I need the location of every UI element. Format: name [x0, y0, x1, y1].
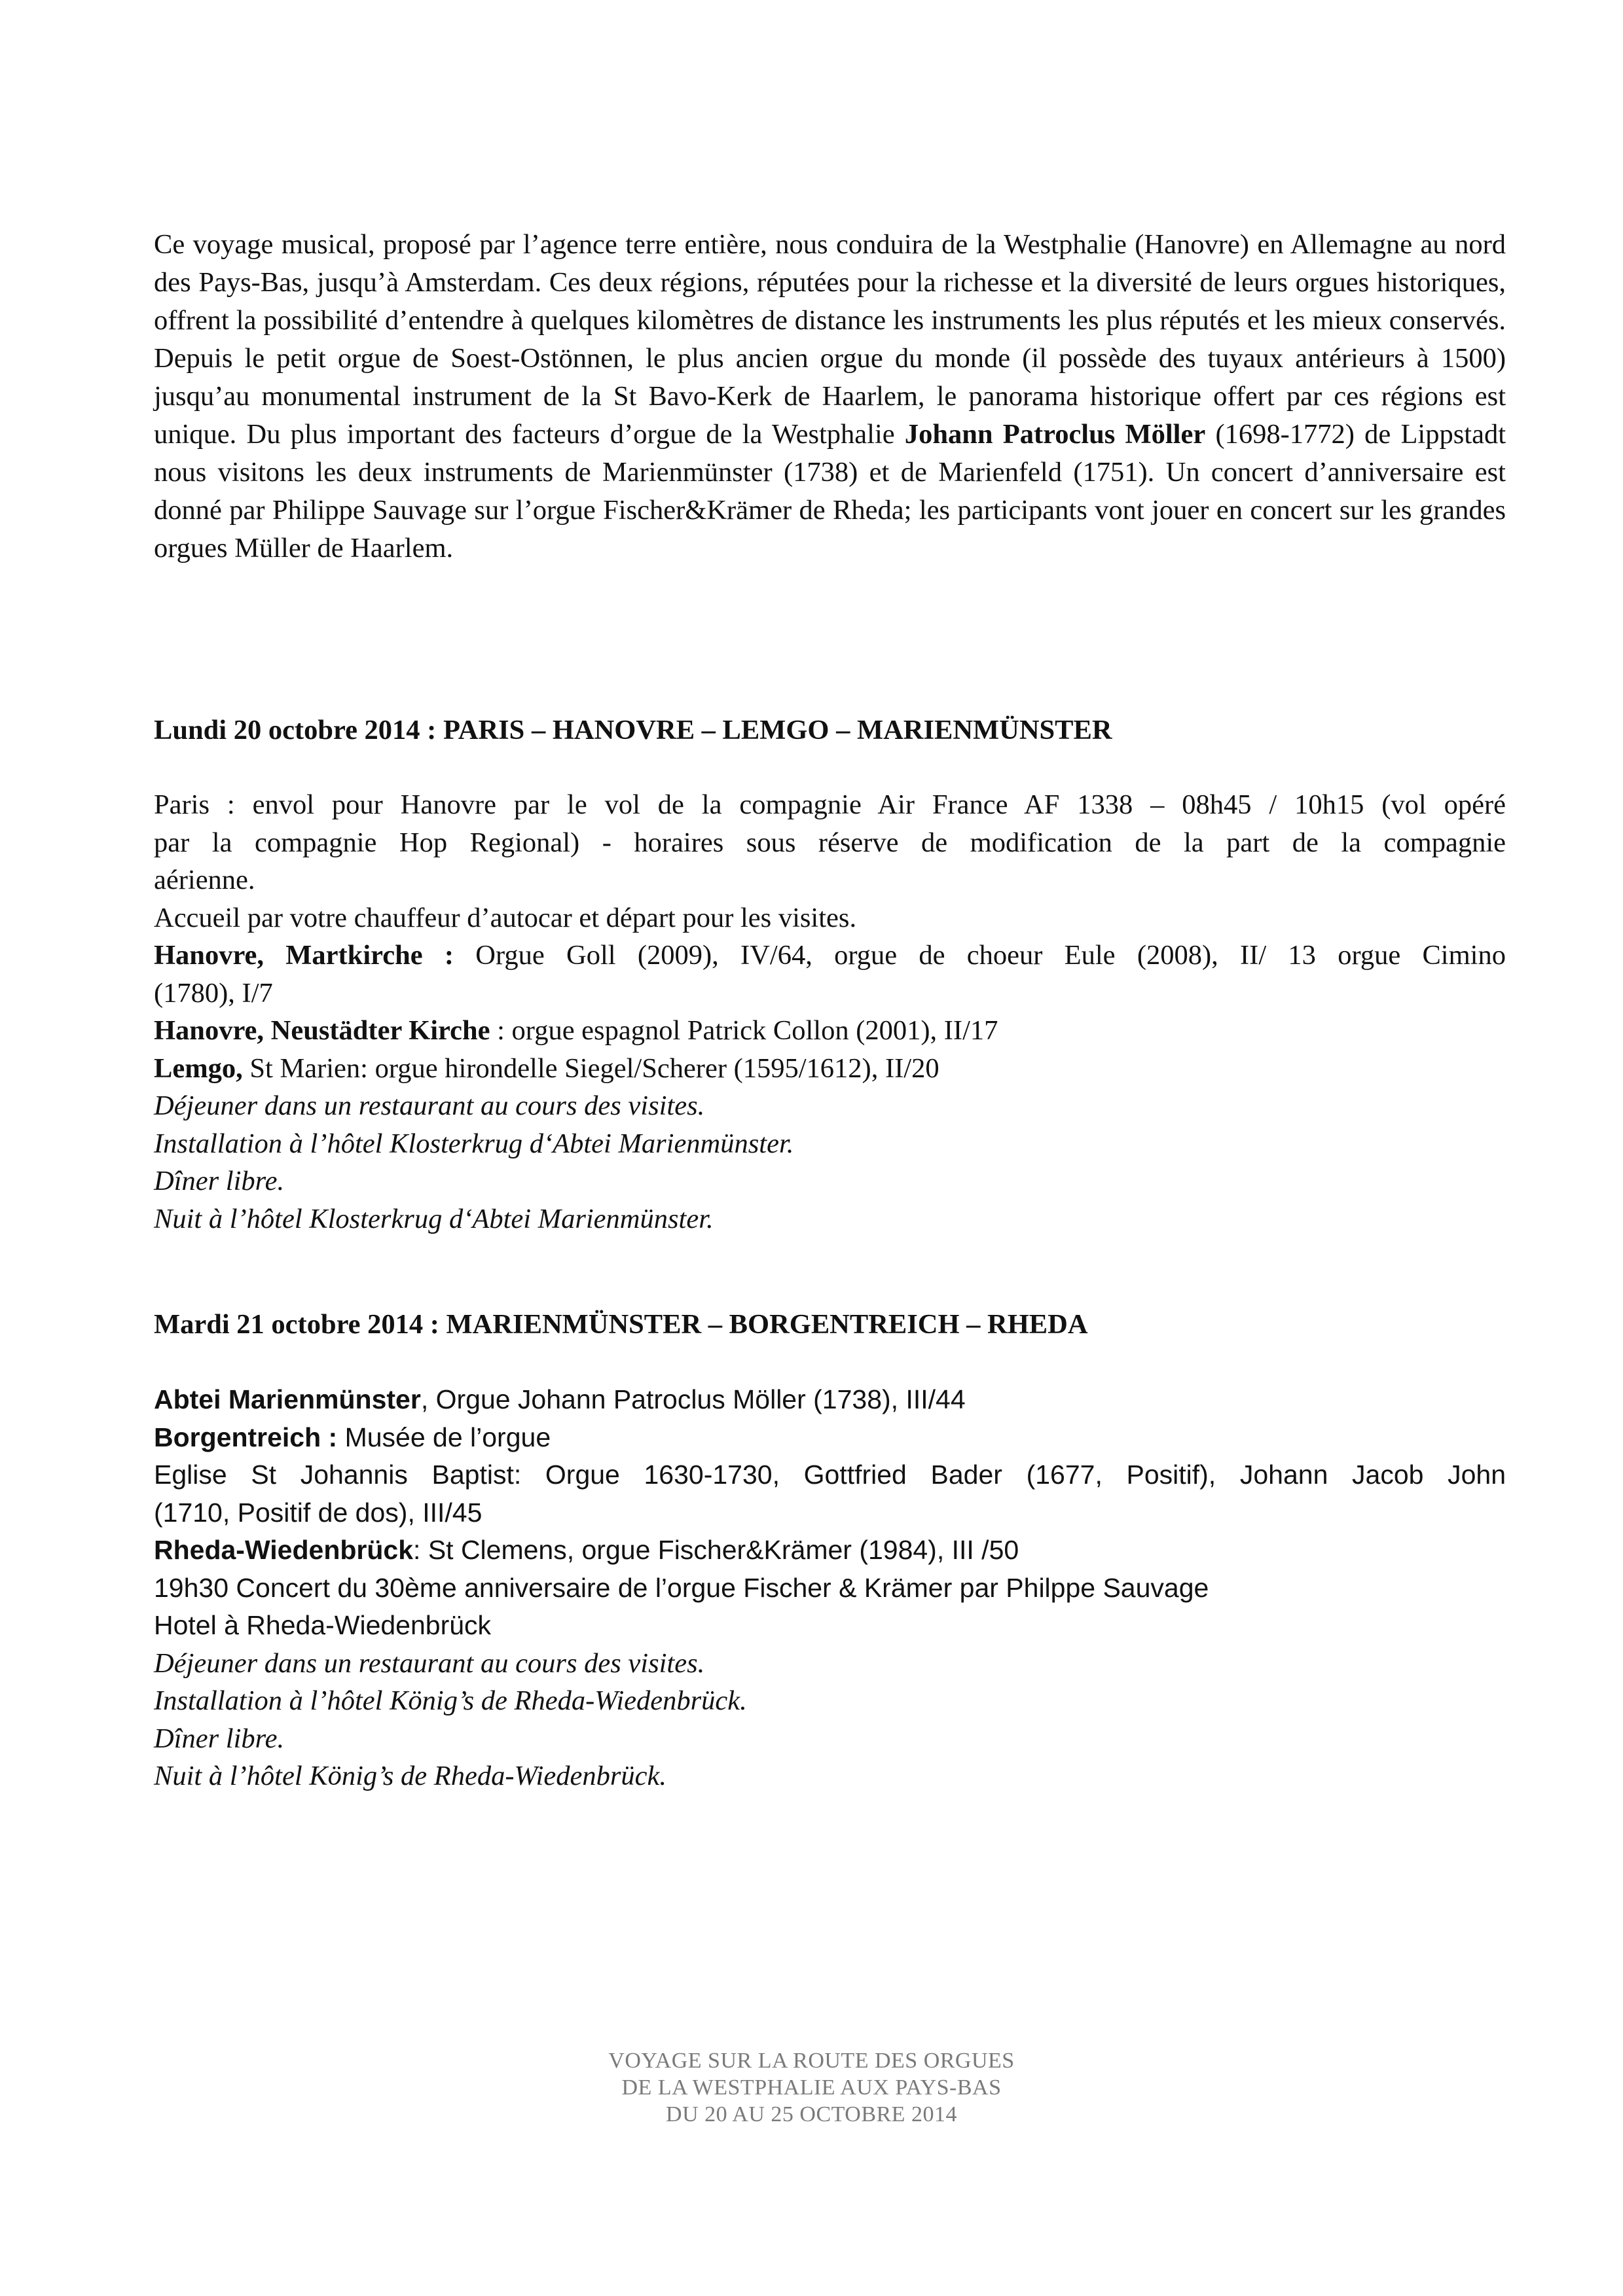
day1-lemgo — [154, 1050, 1506, 1088]
day2-abtei-place: Abtei Marienmünster — [154, 1384, 421, 1414]
page-footer — [0, 2047, 1623, 2128]
day2-eglise-line2 — [154, 1494, 1506, 1532]
footer-line1: VOYAGE SUR LA ROUTE DES ORGUES — [608, 2049, 1015, 2073]
day1-neustadter-organ: : orgue espagnol Patrick Collon (2001), II/17 — [490, 1015, 998, 1046]
day2-abtei — [154, 1381, 1506, 1419]
intro-paragraph — [154, 226, 1506, 567]
day2-lunch: Déjeuner dans un restaurant au cours des visites. — [154, 1647, 705, 1679]
day1-lemgo-organ: St Marien: orgue hirondelle Siegel/Scherer (1595/1612), II/20 — [242, 1052, 939, 1084]
day2-abtei-organ: , Orgue Johann Patroclus Möller (1738), III/44 — [420, 1384, 966, 1414]
day2-hotel — [154, 1607, 1506, 1645]
day2-rheda-organ: : St Clemens, orgue Fischer&Krämer (1984), III /50 — [413, 1535, 1019, 1565]
day1-martkirche-organs: Orgue Goll (2009), IV/64, orgue de choeur Eule (2008), II/ 13 orgue Cimino — [454, 940, 1506, 971]
day1-neustadter-place: Hanovre, Neustädter Kirche — [154, 1015, 490, 1046]
day2-eglise-line1 — [154, 1456, 1506, 1494]
day1-neustadter — [154, 1012, 1506, 1050]
day1-martkirche-place: Hanovre, Martkirche : — [154, 940, 454, 971]
day2-eglise-text2: (1710, Positif de dos), III/45 — [154, 1497, 483, 1528]
day2-installation: Installation à l’hôtel König’s de Rheda-Wiedenbrück. — [154, 1685, 747, 1716]
intro-section — [154, 226, 1506, 567]
day2-heading: Mardi 21 octobre 2014 : MARIENMÜNSTER – BORGENTREICH – RHEDA — [154, 1309, 1088, 1340]
footer-line3: DU 20 AU 25 OCTOBRE 2014 — [666, 2102, 957, 2126]
day2-night: Nuit à l’hôtel König’s de Rheda-Wiedenbrück. — [154, 1761, 666, 1791]
day2-hotel-text: Hotel à Rheda-Wiedenbrück — [154, 1610, 492, 1640]
day2-itinerary — [154, 1381, 1506, 1795]
day2-borgentreich-place: Borgentreich : — [154, 1422, 338, 1452]
day2-concert-text: 19h30 Concert du 30ème anniversaire de l’orgue Fischer & Krämer par Philppe Sauvage — [154, 1572, 1209, 1603]
footer-line2: DE LA WESTPHALIE AUX PAYS-BAS — [621, 2075, 1002, 2100]
day1-flight-line1: Paris : envol pour Hanovre par le vol de la compagnie Air France AF 1338 – 08h45 / 10h15 (vol opéré — [154, 789, 1506, 820]
day1-itinerary — [154, 786, 1506, 1238]
day1-flight-line3: aérienne. — [154, 865, 255, 895]
intro-text-part2: (1698-1772) de Lippstadt nous visitons les deux instruments de Marienmünster (1738) et de Marienfeld (1751). Un concert d’anniversaire est donné par Philippe Sauvage sur l’orgue Fischer&Krämer de Rheda; les participants vont jouer en concert sur les grandes orgues Müller de Haarlem. — [154, 419, 1506, 564]
day1-welcome: Accueil par votre chauffeur d’autocar et départ pour les visites. — [154, 902, 857, 933]
day1-martkirche-line2: (1780), I/7 — [154, 977, 273, 1009]
day1-lemgo-place: Lemgo, — [154, 1052, 243, 1084]
day2-dinner: Dîner libre. — [154, 1723, 285, 1754]
day1-night: Nuit à l’hôtel Klosterkrug d‘Abtei Marienmünster. — [154, 1203, 714, 1234]
day2-eglise-text1: Eglise St Johannis Baptist: Orgue 1630-1730, Gottfried Bader (1677, Positif), Johann Jacob John — [154, 1460, 1506, 1490]
day1-dinner: Dîner libre. — [154, 1166, 285, 1196]
day1-installation: Installation à l’hôtel Klosterkrug d‘Abtei Marienmünster. — [154, 1128, 794, 1159]
intro-text-part1: Ce voyage musical, proposé par l’agence terre entière, nous conduira de la Westphalie (Hanovre) en Allemagne au nord des Pays-Bas, jusqu’à Amsterdam. Ces deux régions, réputées pour la richesse et la diversité de leurs orgues historiques, offrent la possibilité d’entendre à quelques kilomètres de distance les instruments les plus réputés et les mieux conservés. Depuis le petit orgue de Soest-Ostönnen, le plus ancien orgue du monde (il possède des tuyaux antérieurs à 1500) jusqu’au monumental instrument de la St Bavo-Kerk de Haarlem, le panorama historique offert par ces régions est unique. Du plus important des facteurs d’orgue de la Westphalie — [154, 229, 1506, 450]
day1-martkirche-line1 — [154, 937, 1506, 975]
day1-flight-line2: par la compagnie Hop Regional) - horaires sous réserve de modification de la part de la compagnie — [154, 827, 1506, 858]
day2-rheda-place: Rheda-Wiedenbrück — [154, 1535, 414, 1565]
day2-concert — [154, 1570, 1506, 1607]
day2-rheda — [154, 1532, 1506, 1570]
day1-lunch: Déjeuner dans un restaurant au cours des visites. — [154, 1090, 705, 1121]
day2-borgentreich — [154, 1419, 1506, 1457]
day1-heading: Lundi 20 octobre 2014 : PARIS – HANOVRE – LEMGO – MARIENMÜNSTER — [154, 715, 1112, 745]
day2-borgentreich-museum: Musée de l’orgue — [337, 1422, 551, 1452]
intro-builder-name: Johann Patroclus Möller — [904, 419, 1206, 450]
